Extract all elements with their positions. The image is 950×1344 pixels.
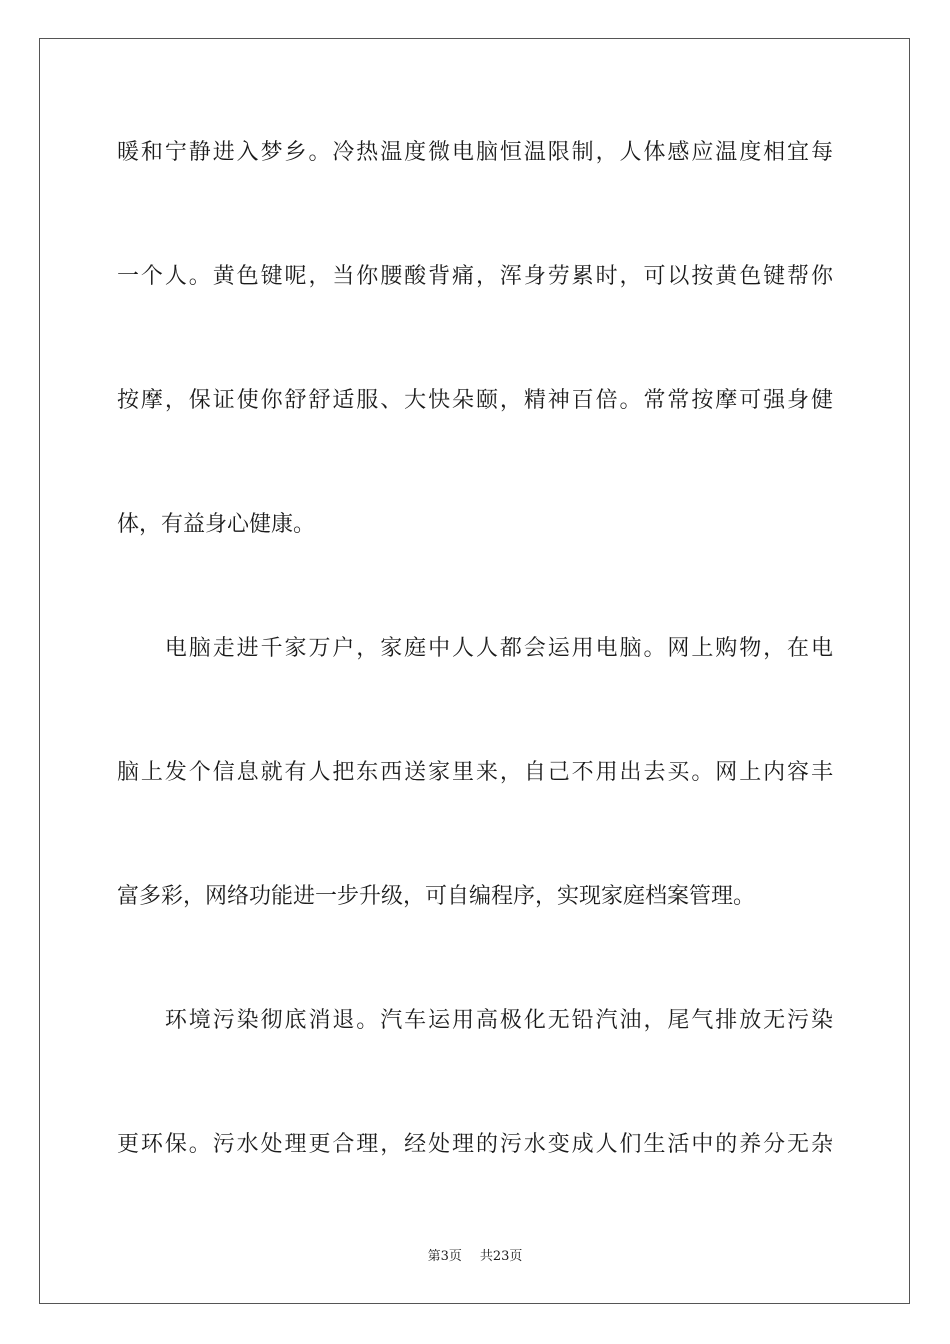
page-number: 第3页 [427, 1249, 462, 1264]
text-line-6: 脑上发个信息就有人把东西送家里来，自己不用出去买。网上内容丰 [117, 760, 833, 785]
text-line-5: 电脑走进千家万户，家庭中人人都会运用电脑。网上购物，在电 [117, 636, 833, 661]
text-line-8: 环境污染彻底消退。汽车运用高极化无铅汽油，尾气排放无污染 [117, 1008, 833, 1033]
text-line-7: 富多彩，网络功能进一步升级，可自编程序，实现家庭档案管理。 [117, 884, 756, 909]
page-border [39, 38, 910, 1304]
page-footer [0, 1248, 950, 1266]
text-line-9: 更环保。污水处理更合理，经处理的污水变成人们生活中的养分无杂 [117, 1132, 833, 1157]
text-line-2: 一个人。黄色键呢，当你腰酸背痛，浑身劳累时，可以按黄色键帮你 [117, 264, 833, 289]
text-line-3: 按摩，保证使你舒舒适服、大快朵颐，精神百倍。常常按摩可强身健 [117, 388, 833, 413]
page-total: 共23页 [479, 1249, 523, 1264]
text-line-1: 暖和宁静进入梦乡。冷热温度微电脑恒温限制，人体感应温度相宜每 [117, 140, 833, 165]
text-line-4: 体，有益身心健康。 [117, 512, 316, 537]
